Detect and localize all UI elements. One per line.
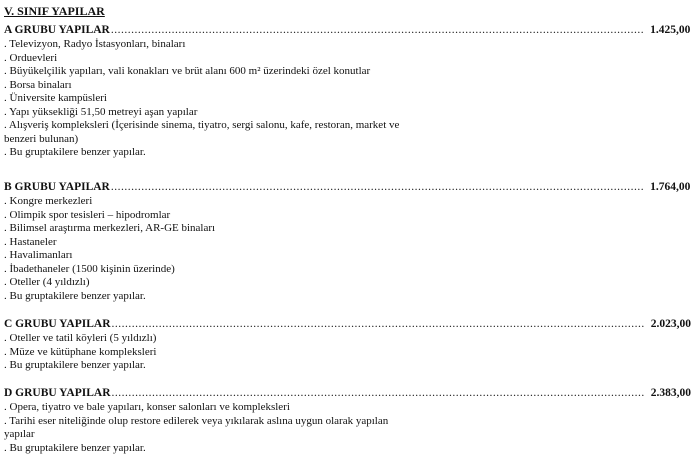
list-item: . Müze ve kütüphane kompleksleri (4, 345, 157, 358)
group-a (4, 24, 691, 160)
group-d-price: 2.383,00 (650, 387, 691, 399)
list-item: . Bilimsel araştırma merkezleri, AR-GE binaları (4, 222, 216, 234)
group-c-name: C GRUBU YAPILAR (4, 318, 111, 330)
leader-dots: .............................................................................................................................................................. (111, 387, 645, 399)
list-item: . Televizyon, Radyo İstasyonları, binaları (4, 38, 186, 50)
list-item: . Yapı yüksekliği 51,50 metreyi aşan yapılar (4, 105, 198, 118)
group-d-header (4, 387, 691, 401)
list-item: . Büyükelçilik yapıları, vali konakları ve brüt alanı 600 m² üzerindeki özel konutlar (4, 65, 371, 77)
group-a-price: 1.425,00 (650, 24, 691, 36)
group-b-header (4, 181, 691, 195)
list-item: . Olimpik spor tesisleri – hipodromlar (4, 208, 171, 221)
list-item: . Opera, tiyatro ve bale yapıları, konser salonları ve kompleksleri (4, 401, 290, 413)
group-b-name: B GRUBU YAPILAR (4, 181, 110, 193)
group-c-header (4, 318, 691, 332)
group-b-price: 1.764,00 (650, 181, 691, 193)
list-item: . Orduevleri (4, 51, 58, 64)
group-b (4, 181, 691, 303)
leader-dots: .............................................................................................................................................................. (110, 181, 645, 193)
page-title: V. SINIF YAPILAR (4, 4, 105, 18)
list-item: . Bu gruptakilere benzer yapılar. (4, 441, 146, 454)
list-item: . Hastaneler (4, 235, 57, 248)
group-c-price: 2.023,00 (650, 318, 691, 330)
group-a-header (4, 24, 691, 38)
list-item: . Bu gruptakilere benzer yapılar. (4, 146, 146, 158)
group-d (4, 387, 691, 455)
list-item: . Kongre merkezleri (4, 195, 93, 207)
group-c (4, 318, 691, 373)
list-item: . Bu gruptakilere benzer yapılar. (4, 359, 146, 371)
list-item: . Oteller ve tatil köyleri (5 yıldızlı) (4, 332, 157, 344)
list-item: . Alışveriş kompleksleri (İçerisinde sinema, tiyatro, sergi salonu, kafe, restoran, market ve benzeri bulunan) (4, 119, 400, 145)
list-item: . İbadethaneler (1500 kişinin üzerinde) (4, 262, 175, 275)
list-item: . Borsa binaları (4, 78, 72, 91)
group-a-name: A GRUBU YAPILAR (4, 24, 110, 36)
leader-dots: .............................................................................................................................................................. (110, 24, 645, 36)
leader-dots: .............................................................................................................................................................. (111, 318, 645, 330)
list-item: . Havalimanları (4, 249, 73, 261)
list-item: . Oteller (4 yıldızlı) (4, 276, 90, 288)
list-item: . Tarihi eser niteliğinde olup restore edilerek veya yıkılarak aslına uygun olarak yapılan yapılar (4, 414, 389, 440)
group-d-name: D GRUBU YAPILAR (4, 387, 111, 399)
list-item: . Bu gruptakilere benzer yapılar. (4, 289, 146, 302)
list-item: . Üniversite kampüsleri (4, 92, 107, 104)
